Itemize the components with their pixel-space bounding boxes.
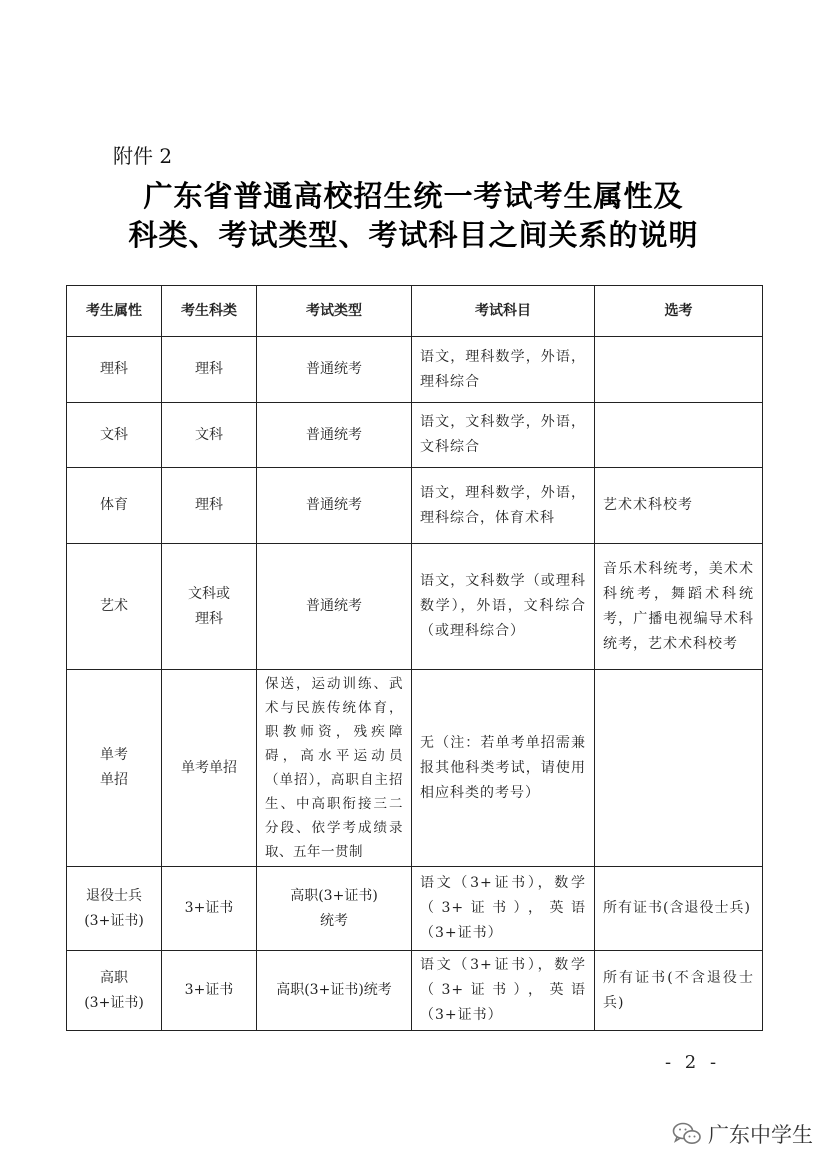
table-cell: 普通统考 — [257, 544, 412, 670]
watermark — [672, 1120, 813, 1148]
wechat-icon — [672, 1121, 702, 1147]
table-cell: 所有证书(含退役士兵) — [595, 867, 763, 951]
table-cell: 语文，理科数学，外语，理科综合 — [412, 337, 595, 403]
table-cell: 普通统考 — [257, 403, 412, 468]
table-cell: 语文（3+证书），数学（3+证书），英语（3+证书） — [412, 951, 595, 1031]
table-cell: 语文，文科数学，外语，文科综合 — [412, 403, 595, 468]
header-cell: 选考 — [595, 286, 763, 337]
table-cell: 理科 — [67, 337, 162, 403]
table-header-row — [67, 286, 763, 337]
document-title-line-2: 科类、考试类型、考试科目之间关系的说明 — [128, 218, 699, 252]
table-row — [67, 867, 763, 951]
attachment-label: 附件 2 — [113, 144, 173, 168]
table-row — [67, 951, 763, 1031]
table-cell: 无（注：若单考单招需兼报其他科类考试，请使用相应科类的考号） — [412, 670, 595, 867]
table-cell: 高职(3+证书) 统考 — [257, 867, 412, 951]
table-cell: 文科或 理科 — [162, 544, 257, 670]
table-cell: 语文（3+证书），数学（3+证书），英语（3+证书） — [412, 867, 595, 951]
table-cell: 理科 — [162, 337, 257, 403]
table-cell — [595, 337, 763, 403]
header-cell: 考试科目 — [412, 286, 595, 337]
page-number: - 2 - — [665, 1052, 721, 1073]
table-row — [67, 670, 763, 867]
table-row — [67, 337, 763, 403]
table-row — [67, 403, 763, 468]
table-cell: 3+证书 — [162, 867, 257, 951]
table-cell: 艺术术科校考 — [595, 468, 763, 544]
table-cell: 高职(3+证书)统考 — [257, 951, 412, 1031]
table-cell: 3+证书 — [162, 951, 257, 1031]
table-cell: 文科 — [67, 403, 162, 468]
header-cell: 考试类型 — [257, 286, 412, 337]
table-cell: 退役士兵 (3+证书) — [67, 867, 162, 951]
table-cell: 所有证书(不含退役士兵) — [595, 951, 763, 1031]
table-cell: 单考 单招 — [67, 670, 162, 867]
table-cell: 语文，文科数学（或理科数学），外语，文科综合（或理科综合） — [412, 544, 595, 670]
table-cell: 语文，理科数学，外语，理科综合，体育术科 — [412, 468, 595, 544]
table-cell — [595, 670, 763, 867]
table-cell: 普通统考 — [257, 337, 412, 403]
table-row — [67, 468, 763, 544]
table-cell — [595, 403, 763, 468]
table-cell: 保送，运动训练、武术与民族传统体育，职教师资，残疾障碍，高水平运动员（单招），高职自主招生、中高职衔接三二分段、依学考成绩录取、五年一贯制 — [257, 670, 412, 867]
header-cell: 考生科类 — [162, 286, 257, 337]
table-cell: 普通统考 — [257, 468, 412, 544]
table-cell: 文科 — [162, 403, 257, 468]
watermark-text: 广东中学生 — [708, 1123, 813, 1147]
table-cell: 体育 — [67, 468, 162, 544]
document-title-line-1: 广东省普通高校招生统一考试考生属性及 — [143, 179, 684, 213]
table-cell: 高职 (3+证书) — [67, 951, 162, 1031]
header-cell: 考生属性 — [67, 286, 162, 337]
table-cell: 理科 — [162, 468, 257, 544]
table-cell: 音乐术科统考，美术术科统考，舞蹈术科统考，广播电视编导术科统考，艺术术科校考 — [595, 544, 763, 670]
table-cell: 艺术 — [67, 544, 162, 670]
table-row — [67, 544, 763, 670]
relationship-table — [66, 285, 763, 1031]
table-cell: 单考单招 — [162, 670, 257, 867]
